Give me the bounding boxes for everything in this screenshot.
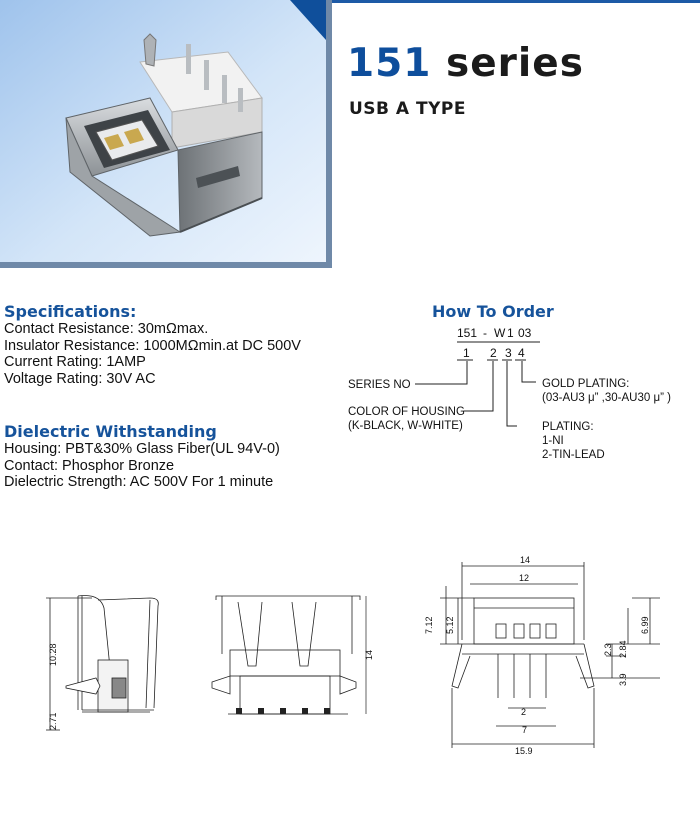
order-code-dash: -	[483, 326, 487, 340]
order-label-gold-plating: GOLD PLATING:	[542, 378, 630, 390]
spec-voltage-rating: Voltage Rating: 30V AC	[4, 370, 156, 387]
pcb-dim-2-3: 2.3	[603, 643, 613, 656]
order-label-series-no: SERIES NO	[348, 379, 411, 391]
pcb-dim-12: 12	[519, 573, 530, 583]
front-dim-14: 14	[364, 649, 374, 660]
pcb-dim-5-12: 5.12	[445, 616, 455, 634]
spec-current-rating: Current Rating: 1AMP	[4, 354, 146, 370]
series-title	[347, 41, 584, 86]
front-view-drawing	[212, 596, 360, 714]
product-subtitle: USB A TYPE	[349, 99, 466, 119]
pcb-dim-2: 2	[521, 707, 527, 717]
order-label-color-housing: COLOR OF HOUSING	[348, 406, 465, 418]
order-label-gold-options: (03-AU3 μ” ,30-AU30 μ” )	[542, 392, 671, 404]
side-dim-height: 10.28	[48, 643, 58, 666]
side-view-drawing	[46, 596, 158, 731]
dielectric-heading: Dielectric Withstanding	[4, 422, 217, 441]
order-code-series: 151	[457, 326, 478, 340]
order-code-color: W	[494, 326, 506, 340]
order-position-2: 2	[490, 346, 497, 360]
dielectric-housing: Housing: PBT&30% Glass Fiber(UL 94V-0)	[4, 441, 280, 457]
product-photo-frame	[0, 0, 332, 268]
pcb-dim-15-9: 15.9	[515, 746, 533, 756]
dielectric-list	[4, 441, 280, 491]
order-position-1: 1	[463, 346, 470, 360]
side-dim-base: 2.71	[48, 712, 58, 730]
order-position-3: 3	[505, 346, 512, 360]
product-photo	[0, 0, 326, 262]
series-number: 151	[347, 41, 432, 86]
specifications-list	[4, 321, 301, 387]
specifications-heading: Specifications:	[4, 302, 137, 321]
usb-connector-illustration	[0, 0, 326, 262]
pcb-dim-7: 7	[522, 725, 528, 735]
order-position-4: 4	[518, 346, 525, 360]
spec-contact-resistance: Contact Resistance: 30mΩmax.	[4, 321, 209, 337]
series-word: series	[446, 41, 584, 86]
order-code-diagram	[340, 318, 700, 468]
technical-drawings	[0, 548, 700, 778]
pcb-dim-7-12: 7.12	[424, 616, 434, 634]
pcb-dim-14: 14	[520, 555, 531, 565]
how-to-order-heading: How To Order	[432, 302, 554, 321]
order-label-plating-ni: 1-NI	[542, 435, 564, 447]
pcb-dim-2-84: 2.84	[618, 640, 628, 658]
order-label-plating: PLATING:	[542, 421, 594, 433]
pcb-dim-3-9: 3.9	[618, 673, 628, 686]
dielectric-contact: Contact: Phosphor Bronze	[4, 457, 175, 474]
order-code-gold: 03	[518, 326, 532, 340]
pcb-dim-6-99: 6.99	[640, 616, 650, 634]
top-rule	[330, 0, 700, 3]
order-label-plating-tin-lead: 2-TIN-LEAD	[542, 449, 605, 461]
dielectric-strength: Dielectric Strength: AC 500V For 1 minute	[4, 474, 274, 490]
spec-insulator-resistance: Insulator Resistance: 1000MΩmin.at DC 500V	[4, 337, 301, 354]
order-label-color-options: (K-BLACK, W-WHITE)	[348, 420, 463, 432]
order-code-plating: 1	[507, 326, 514, 340]
